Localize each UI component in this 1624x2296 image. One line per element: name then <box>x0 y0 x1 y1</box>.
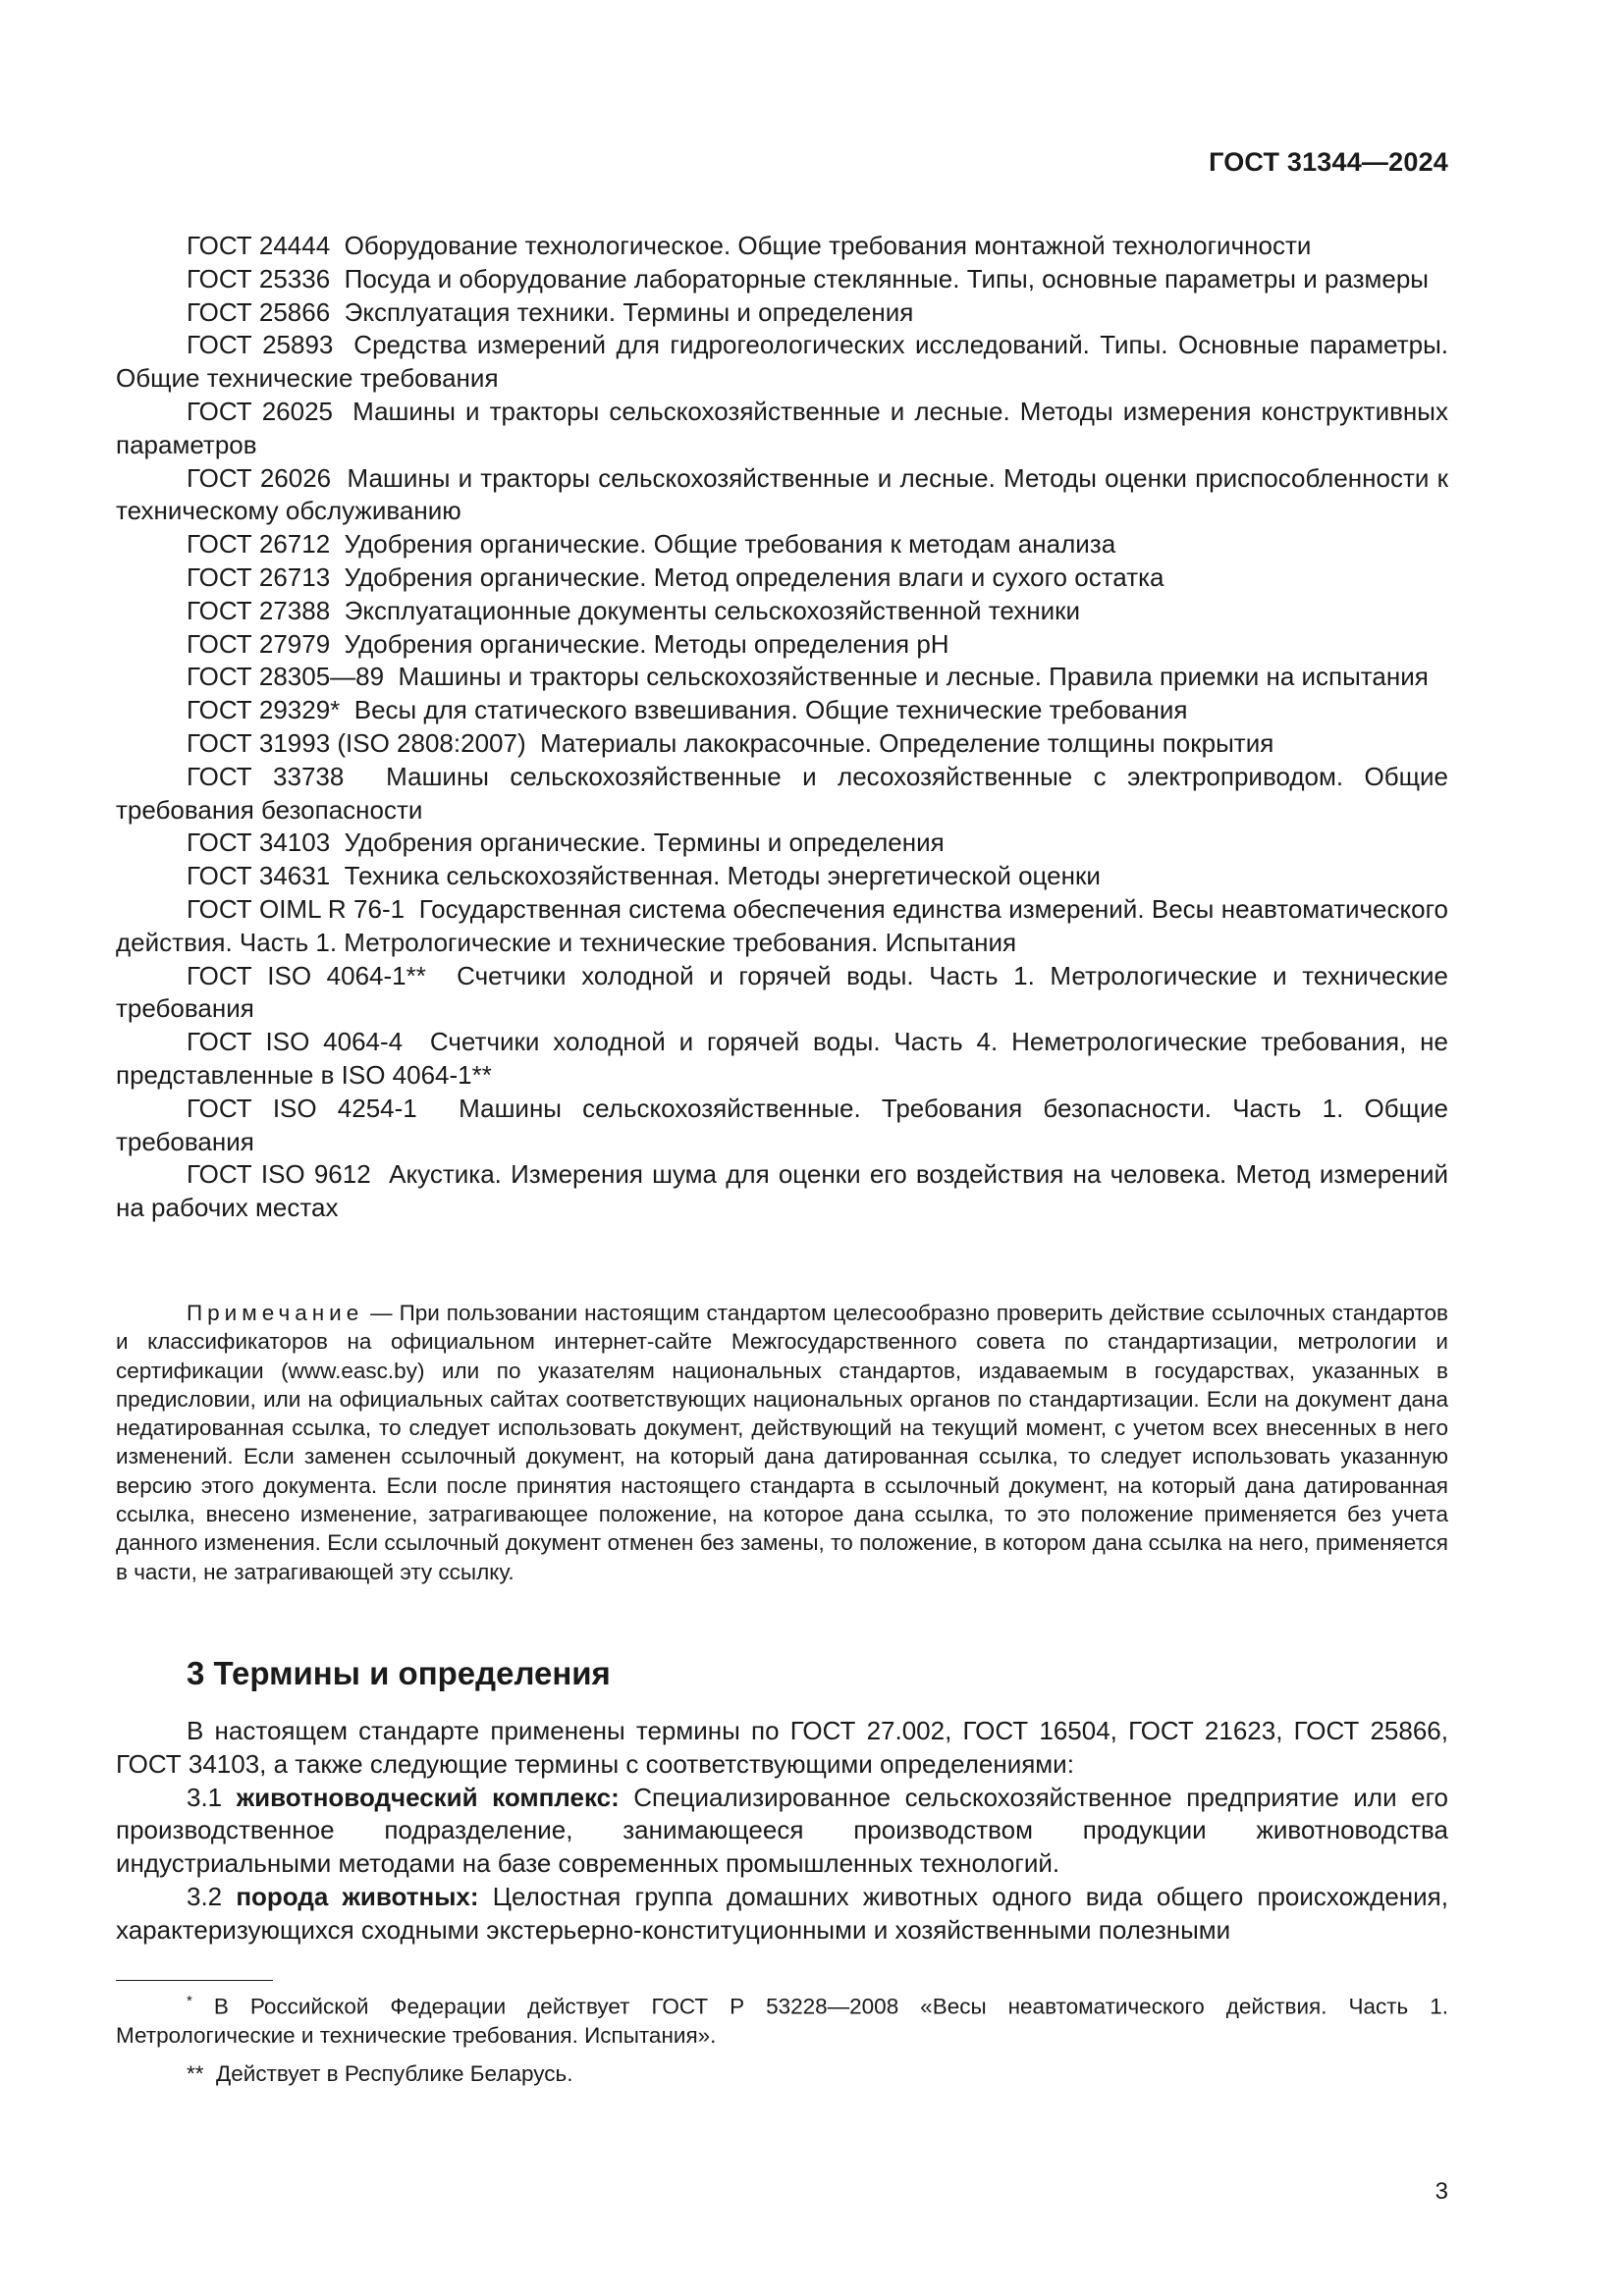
reference-title: Эксплуатационные документы сельскохозяйственной техники <box>344 595 1081 625</box>
section-heading: 3 Термины и определения <box>187 1655 611 1691</box>
document-page <box>116 0 1448 2296</box>
section-body <box>116 1715 1448 1948</box>
reference-title: Весы для статического взвешивания. Общие технические требования <box>353 695 1188 725</box>
reference-code: ГОСТ 25866 <box>187 296 331 327</box>
reference-item <box>116 528 1448 561</box>
reference-item <box>116 1158 1448 1225</box>
section-intro: В настоящем стандарте применены термины по ГОСТ 27.002, ГОСТ 16504, ГОСТ 21623, ГОСТ 25866, ГОСТ 34103, а также следующие термины с соответствующими определениями: <box>116 1716 1448 1779</box>
reference-title: Удобрения органические. Методы определения pH <box>344 628 949 659</box>
reference-item <box>116 263 1448 296</box>
note-block <box>116 1299 1448 1586</box>
term-number: 3.2 <box>187 1881 223 1911</box>
reference-item <box>116 396 1448 462</box>
reference-code: ГОСТ ISO 4064-4 <box>187 1027 404 1057</box>
reference-item <box>116 661 1448 694</box>
reference-code: ГОСТ 27388 <box>187 595 331 625</box>
reference-item <box>116 761 1448 828</box>
reference-code: ГОСТ 33738 <box>187 761 345 791</box>
document-code: ГОСТ 31344—2024 <box>1209 147 1448 177</box>
reference-code: ГОСТ ISO 9612 <box>187 1159 371 1190</box>
term-entry <box>116 1881 1448 1948</box>
reference-code: ГОСТ 25336 <box>187 263 331 294</box>
reference-title: Машины сельскохозяйственные. Требования безопасности. Часть 1. Общие требования <box>116 1093 1448 1156</box>
reference-title: Удобрения органические. Термины и определения <box>344 828 945 858</box>
reference-item <box>116 827 1448 860</box>
reference-title: Эксплуатация техники. Термины и определения <box>344 296 914 327</box>
reference-title: Машины и тракторы сельскохозяйственные и лесные. Методы измерения конструктивных параметров <box>116 396 1448 459</box>
reference-item <box>116 727 1448 761</box>
reference-item <box>116 462 1448 529</box>
reference-title: Оборудование технологическое. Общие требования монтажной технологичности <box>344 231 1312 260</box>
note-text: — При пользовании настоящим стандартом целесообразно проверить действие ссылочных стандартов и классификаторов на официальном интернет-сайте Межгосударственного совета по стандартизации, метрологии и сертификации (www.easc.by) или по указателям национальных стандартов, издаваемым в государствах, указанных в предисловии, или на официальных сайтах соответствующих национальных органов по стандартизации. Если на документ дана недатированная ссылка, то следует использовать документ, действующий на текущий момент, с учетом всех внесенных в него изменений. Если заменен ссылочный документ, на который дана датированная ссылка, то следует использовать указанную версию этого документа. Если после принятия настоящего стандарта в ссылочный документ, на который дана датированная ссылка, внесено изменение, затрагивающее положение, на которое дана ссылка, то это положение применяется без учета данного изменения. Если ссылочный документ отменен без замены, то положение, в котором дана ссылка на него, применяется в части, не затрагивающей эту ссылку. <box>116 1301 1448 1584</box>
term-name: порода животных: <box>236 1881 479 1911</box>
reference-code: ГОСТ 27979 <box>187 628 331 659</box>
reference-code: ГОСТ 26712 <box>187 529 331 560</box>
reference-title: Посуда и оборудование лабораторные стеклянные. Типы, основные параметры и размеры <box>344 263 1429 294</box>
reference-title: Удобрения органические. Общие требования к методам анализа <box>344 529 1116 560</box>
reference-item <box>116 561 1448 595</box>
reference-item <box>116 960 1448 1027</box>
footnote <box>116 1987 1448 2050</box>
reference-code: ГОСТ ISO 4064-1** <box>187 960 426 990</box>
footnote <box>116 2059 1448 2088</box>
reference-item <box>116 893 1448 960</box>
reference-code: ГОСТ 31993 (ISO 2808:2007) <box>187 727 526 758</box>
normative-references-list <box>116 230 1448 1225</box>
reference-code: ГОСТ OIML R 76-1 <box>187 893 406 924</box>
reference-code: ГОСТ 29329* <box>187 695 341 725</box>
reference-item <box>116 230 1448 263</box>
reference-title: Счетчики холодной и горячей воды. Часть 1. Метрологические и технические требования <box>116 960 1448 1024</box>
term-name: животноводческий комплекс: <box>236 1782 620 1812</box>
reference-code: ГОСТ 26026 <box>187 462 332 493</box>
reference-title: Техника сельскохозяйственная. Методы энергетической оценки <box>344 861 1101 891</box>
term-entry <box>116 1782 1448 1881</box>
reference-code: ГОСТ 26025 <box>187 396 333 426</box>
reference-code: ГОСТ 24444 <box>187 231 331 260</box>
reference-title: Акустика. Измерения шума для оценки его воздействия на человека. Метод измерений на рабочих местах <box>116 1159 1449 1223</box>
reference-title: Государственная система обеспечения единства измерений. Весы неавтоматического действия. Часть 1. Метрологические и технические требования. Испытания <box>116 893 1449 957</box>
reference-item <box>116 595 1448 628</box>
term-number: 3.1 <box>187 1782 223 1812</box>
reference-code: ГОСТ 28305—89 <box>187 662 385 692</box>
term-definition: Специализированное сельскохозяйственное предприятие или его производственное подразделение, занимающееся производством продукции животноводства индустриальными методами на базе современных промышленных технологий. <box>116 1782 1448 1879</box>
footnotes <box>116 1987 1448 2098</box>
term-definition: Целостная группа домашних животных одного вида общего происхождения, характеризующихся сходными экстерьерно-конституционными и хозяйственными полезными <box>116 1881 1448 1945</box>
reference-title: Машины и тракторы сельскохозяйственные и лесные. Правила приемки на испытания <box>398 662 1429 692</box>
reference-item <box>116 694 1448 727</box>
reference-code: ГОСТ 34631 <box>187 861 331 891</box>
reference-item <box>116 1093 1448 1159</box>
note-label: Примечание <box>187 1301 364 1325</box>
footnote-mark: * <box>187 1993 192 2009</box>
reference-title: Удобрения органические. Метод определения влаги и сухого остатка <box>344 561 1164 592</box>
reference-item <box>116 860 1448 893</box>
reference-item <box>116 628 1448 662</box>
reference-item <box>116 329 1448 396</box>
footnote-mark: ** <box>187 2060 204 2086</box>
reference-code: ГОСТ 26713 <box>187 561 331 592</box>
footnote-separator <box>116 1980 273 1981</box>
reference-title: Средства измерений для гидрогеологических исследований. Типы. Основные параметры. Общие технические требования <box>116 330 1448 394</box>
reference-title: Машины сельскохозяйственные и лесохозяйственные с электроприводом. Общие требования безопасности <box>116 761 1448 825</box>
reference-title: Счетчики холодной и горячей воды. Часть 4. Неметрологические требования, не представленные в ISO 4064-1** <box>116 1027 1448 1090</box>
footnote-text: Действует в Республике Беларусь. <box>216 2060 573 2086</box>
reference-item <box>116 1026 1448 1093</box>
reference-title: Материалы лакокрасочные. Определение толщины покрытия <box>540 727 1274 758</box>
page-number: 3 <box>1435 2178 1448 2205</box>
reference-code: ГОСТ ISO 4254-1 <box>187 1093 417 1123</box>
reference-item <box>116 296 1448 330</box>
reference-code: ГОСТ 34103 <box>187 828 331 858</box>
footnote-text: В Российской Федерации действует ГОСТ Р 53228—2008 «Весы неавтоматического действия. Часть 1. Метрологические и технические требования. Испытания». <box>116 1994 1448 2048</box>
reference-title: Машины и тракторы сельскохозяйственные и лесные. Методы оценки приспособленности к техническому обслуживанию <box>116 462 1448 526</box>
reference-code: ГОСТ 25893 <box>187 330 334 360</box>
